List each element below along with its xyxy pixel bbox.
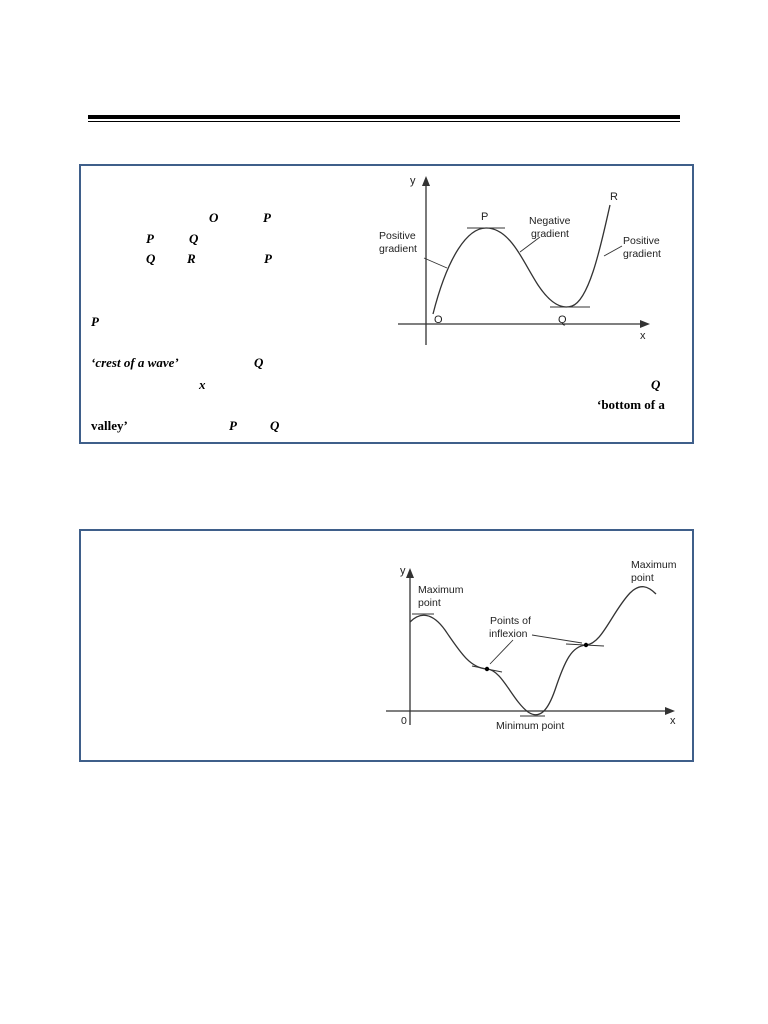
text-fragment: x [199, 377, 206, 392]
text-fragment: P [264, 251, 272, 266]
graph-label: R [610, 191, 618, 203]
text-fragment: O [209, 210, 219, 225]
text-fragment: ‘crest of a wave’ [91, 355, 179, 370]
graph-label: point [418, 597, 441, 609]
graph-label: Positive [379, 230, 416, 242]
text-fragment: Q [189, 231, 199, 246]
text-fragment: P [263, 210, 271, 225]
text-fragment: P [146, 231, 154, 246]
text-fragment: Q [651, 377, 661, 392]
graph-label: y [410, 175, 416, 187]
graph-label: inflexion [489, 628, 528, 640]
text-fragment: Q [254, 355, 264, 370]
graph-label: Q [558, 314, 567, 326]
graph-label: Points of [490, 615, 531, 627]
graph-label: Negative [529, 215, 571, 227]
graph-label: Maximum [418, 584, 464, 596]
inflexion-point [584, 643, 588, 647]
graph-label: Positive [623, 235, 660, 247]
text-fragment: Q [146, 251, 156, 266]
x-axis-arrow [665, 707, 675, 715]
graph-label: gradient [531, 228, 569, 240]
text-fragment: P [91, 314, 99, 329]
y-axis-arrow [406, 568, 414, 578]
graph-label: point [631, 572, 654, 584]
pointer-line [490, 640, 513, 664]
text-fragment: R [187, 251, 196, 266]
text-fragment: P [229, 418, 237, 433]
graph-label: Minimum point [496, 720, 565, 732]
graph-label: x [640, 330, 646, 342]
graph-label: x [670, 715, 676, 727]
graph-label: gradient [379, 243, 417, 255]
graph-label: Maximum [631, 559, 677, 571]
inflexion-point [485, 667, 489, 671]
graph-label: y [400, 565, 406, 577]
curve [410, 587, 656, 715]
graph-label: 0 [401, 715, 407, 727]
pointer-line [532, 635, 582, 643]
graph-label: O [434, 314, 443, 326]
text-fragment: valley’ [91, 418, 128, 433]
text-fragment: Q [270, 418, 280, 433]
graph-label: gradient [623, 248, 661, 260]
text-fragment: ‘bottom of a [597, 397, 665, 412]
graph-label: P [481, 211, 489, 223]
